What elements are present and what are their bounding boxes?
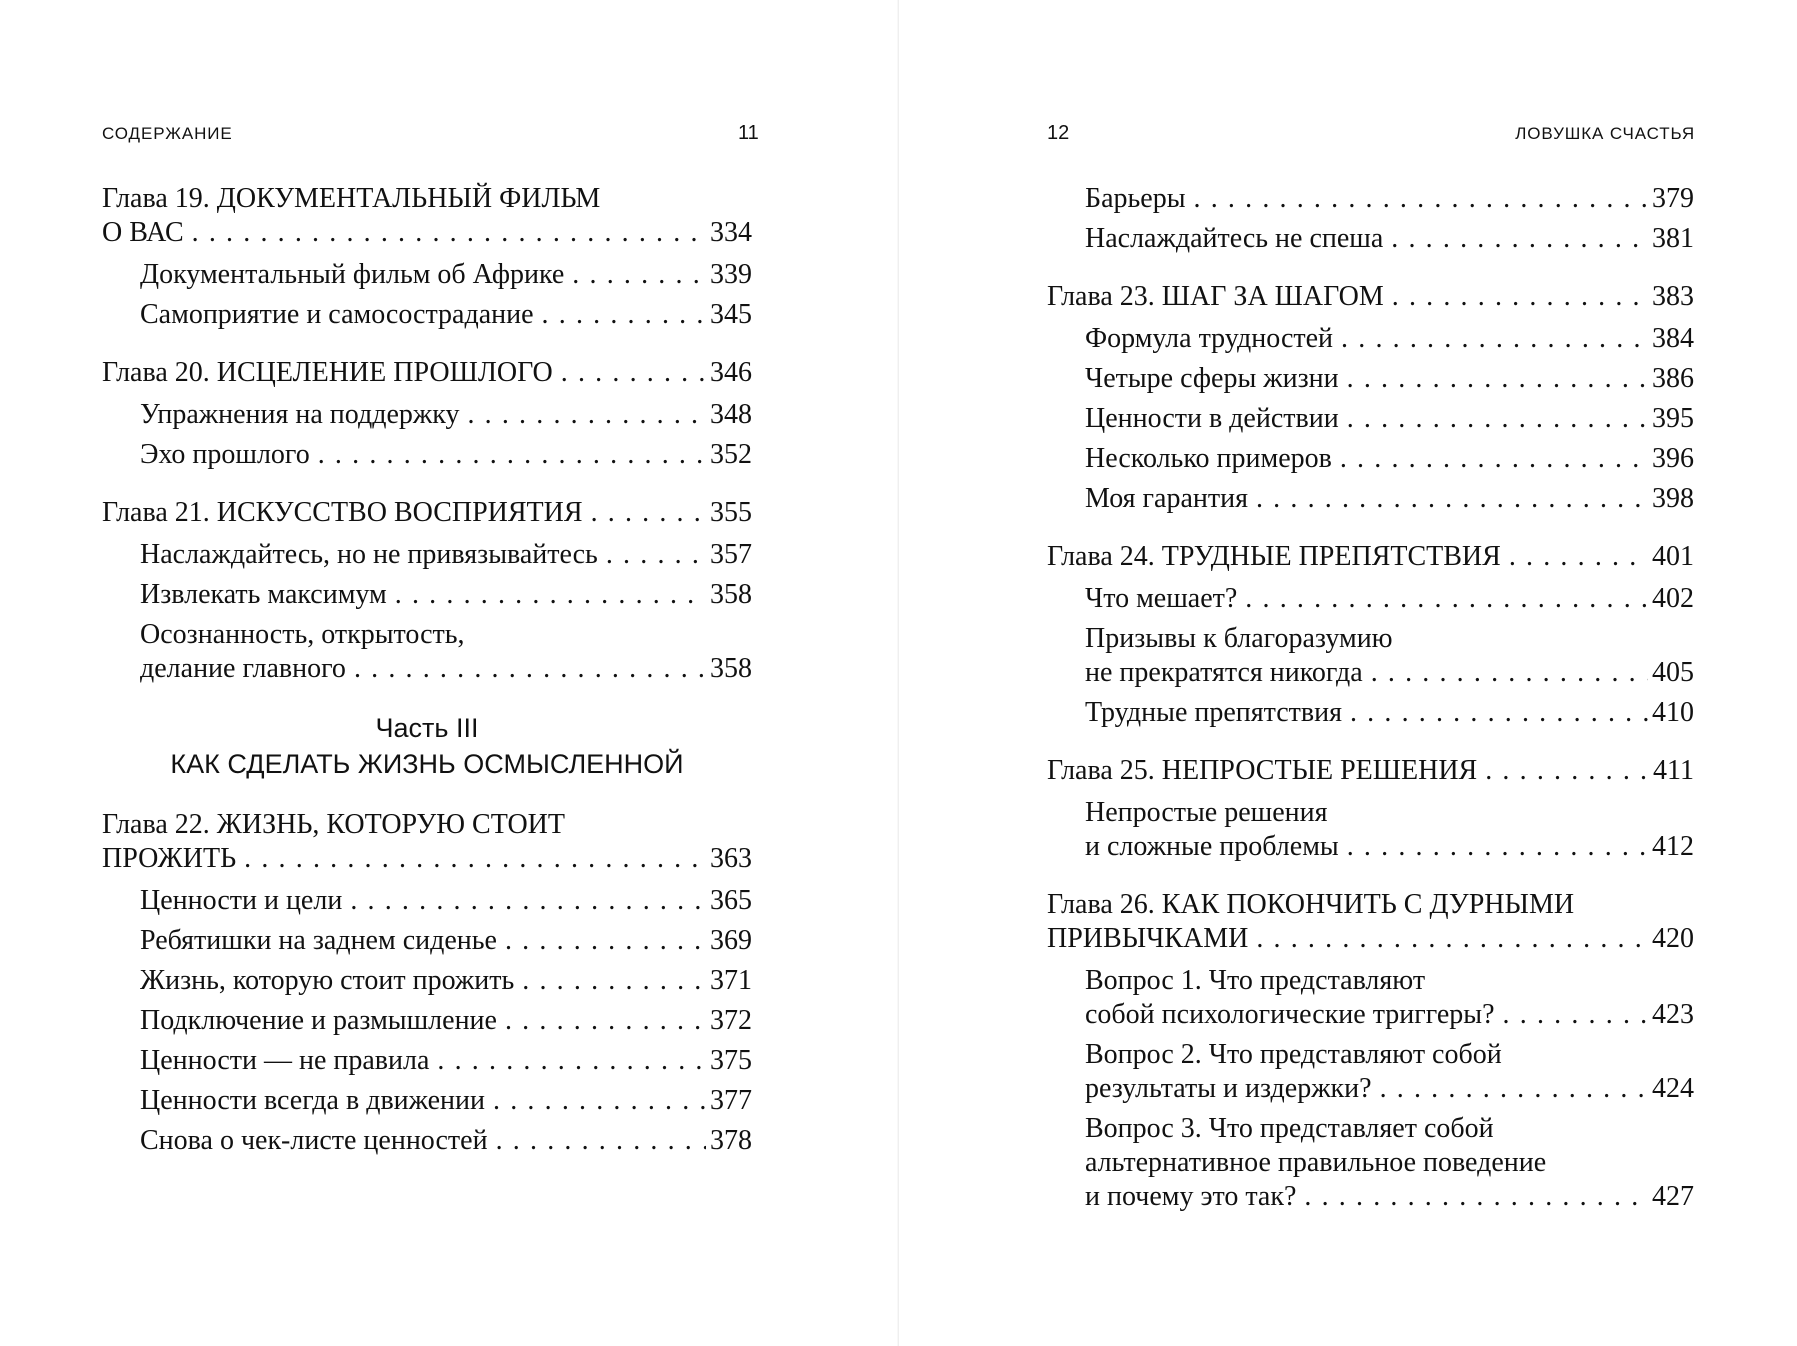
entry-page-number: 369	[710, 925, 752, 956]
toc-section-entry[interactable]	[102, 298, 752, 332]
toc-chapter-entry[interactable]	[102, 496, 752, 530]
entry-title: Несколько примеров	[1085, 443, 1332, 474]
toc-section-entry[interactable]	[102, 1084, 752, 1118]
entry-page-number: 348	[710, 399, 752, 430]
dot-leader	[1332, 442, 1648, 476]
dot-leader	[534, 298, 706, 332]
entry-title: не прекратятся никогда	[1085, 657, 1363, 688]
entry-title-line: Глава 19. ДОКУМЕНТАЛЬНЫЙ ФИЛЬМ	[102, 183, 601, 214]
toc-section-entry[interactable]	[1047, 796, 1694, 864]
entry-page-number: 378	[710, 1125, 752, 1156]
toc-chapter-entry[interactable]	[1047, 540, 1694, 574]
entry-title: Формула трудностей	[1085, 323, 1334, 354]
dot-leader	[553, 356, 706, 390]
toc-section-entry[interactable]	[1047, 622, 1694, 690]
entry-page-number: 423	[1652, 999, 1694, 1030]
toc-section-entry[interactable]	[102, 538, 752, 572]
entry-title: делание главного	[140, 653, 346, 684]
entry-title-line: Непростые решения	[1085, 797, 1328, 828]
entry-page-number: 384	[1652, 323, 1694, 354]
entry-title: Глава 24. ТРУДНЫЕ ПРЕПЯТСТВИЯ	[1047, 541, 1501, 572]
toc-section-entry[interactable]	[1047, 222, 1694, 256]
entry-title: Снова о чек-листе ценностей	[140, 1125, 488, 1156]
entry-title: Глава 25. НЕПРОСТЫЕ РЕШЕНИЯ	[1047, 755, 1478, 786]
toc-section-entry[interactable]	[1047, 322, 1694, 356]
entry-page-number: 386	[1652, 363, 1694, 394]
entry-page-number: 396	[1652, 443, 1694, 474]
toc-section-entry[interactable]	[102, 438, 752, 472]
toc-section-entry[interactable]	[102, 1044, 752, 1078]
dot-leader	[429, 1044, 706, 1078]
entry-title: Глава 21. ИСКУССТВО ВОСПРИЯТИЯ	[102, 497, 583, 528]
toc-section-entry[interactable]	[1047, 1112, 1694, 1214]
dot-leader	[1186, 182, 1648, 216]
toc-section-entry[interactable]	[102, 924, 752, 958]
entry-title: Наслаждайтесь не спеша	[1085, 223, 1384, 254]
entry-title: Эхо прошлого	[140, 439, 310, 470]
entry-page-number: 365	[710, 885, 752, 916]
entry-title: Что мешает?	[1085, 583, 1238, 614]
entry-title-line: альтернативное правильное поведение	[1085, 1147, 1547, 1178]
entry-page-number: 379	[1652, 183, 1694, 214]
entry-page-number: 401	[1652, 541, 1694, 572]
entry-title-line: Вопрос 3. Что представляет собой	[1085, 1113, 1494, 1144]
part-name: КАК СДЕЛАТЬ ЖИЗНЬ ОСМЫСЛЕННОЙ	[170, 749, 684, 779]
dot-leader	[1248, 922, 1648, 956]
entry-page-number: 424	[1652, 1073, 1694, 1104]
entry-page-number: 420	[1652, 923, 1694, 954]
toc-section-entry[interactable]	[1047, 582, 1694, 616]
dot-leader	[497, 1004, 706, 1038]
chapter-group	[102, 496, 752, 686]
dot-leader	[1339, 362, 1648, 396]
entry-page-number: 395	[1652, 403, 1694, 434]
entry-title-line: Вопрос 2. Что представляют собой	[1085, 1039, 1502, 1070]
dot-leader	[346, 652, 706, 686]
entry-title: Глава 20. ИСЦЕЛЕНИЕ ПРОШЛОГО	[102, 357, 553, 388]
toc-section-entry[interactable]	[1047, 696, 1694, 730]
entry-title: Ценности — не правила	[140, 1045, 430, 1076]
entry-title: Барьеры	[1085, 183, 1186, 214]
entry-page-number: 358	[710, 653, 752, 684]
dot-leader	[1363, 656, 1648, 690]
dot-leader	[1495, 998, 1648, 1032]
entry-title: Наслаждайтесь, но не привязывайтесь	[140, 539, 598, 570]
dot-leader	[514, 964, 706, 998]
chapter-group	[1047, 754, 1694, 864]
toc-section-entry[interactable]	[102, 964, 752, 998]
entry-page-number: 402	[1652, 583, 1694, 614]
entry-page-number: 381	[1652, 223, 1694, 254]
dot-leader	[1384, 280, 1648, 314]
entry-title: О ВАС	[102, 217, 184, 248]
entry-title: собой психологические триггеры?	[1085, 999, 1495, 1030]
entry-title: Ценности всегда в движении	[140, 1085, 486, 1116]
dot-leader	[1237, 582, 1648, 616]
toc-section-entry[interactable]	[102, 398, 752, 432]
toc-section-entry[interactable]	[102, 1124, 752, 1158]
toc-section-entry[interactable]	[102, 884, 752, 918]
chapter-group	[102, 182, 752, 332]
toc-chapter-entry[interactable]	[102, 356, 752, 390]
chapter-group	[1047, 280, 1694, 516]
toc-chapter-entry[interactable]	[1047, 888, 1694, 956]
entry-title-line: Вопрос 1. Что представляют	[1085, 965, 1426, 996]
dot-leader	[488, 1124, 706, 1158]
entry-title: результаты и издержки?	[1085, 1073, 1372, 1104]
toc-section-entry[interactable]	[1047, 362, 1694, 396]
entry-page-number: 410	[1652, 697, 1694, 728]
entry-page-number: 345	[710, 299, 752, 330]
entry-title-line: Призывы к благоразумию	[1085, 623, 1393, 654]
dot-leader	[342, 884, 706, 918]
entry-title: Жизнь, которую стоит прожить	[140, 965, 515, 996]
entry-page-number: 363	[710, 843, 752, 874]
toc-section-entry[interactable]	[1047, 964, 1694, 1032]
entry-page-number: 383	[1652, 281, 1694, 312]
dot-leader	[1342, 696, 1648, 730]
dot-leader	[1372, 1072, 1648, 1106]
entry-title: Извлекать максимум	[140, 579, 387, 610]
dot-leader	[1501, 540, 1648, 574]
entry-title: и сложные проблемы	[1085, 831, 1339, 862]
running-head: ЛОВУШКА СЧАСТЬЯ	[1515, 124, 1695, 143]
entry-title: Упражнения на поддержку	[140, 399, 460, 430]
chapter-group	[102, 808, 752, 1158]
entry-title-line: Глава 22. ЖИЗНЬ, КОТОРУЮ СТОИТ	[102, 809, 565, 840]
entry-page-number: 371	[710, 965, 752, 996]
dot-leader	[1383, 222, 1648, 256]
toc-section-entry[interactable]	[102, 618, 752, 686]
chapter-group	[1047, 540, 1694, 730]
entry-title: Самоприятие и самосострадание	[140, 299, 534, 330]
page-number: 11	[738, 122, 759, 144]
dot-leader	[583, 496, 706, 530]
entry-page-number: 411	[1653, 755, 1694, 786]
entry-page-number: 358	[710, 579, 752, 610]
part-heading	[102, 710, 752, 782]
dot-leader	[485, 1084, 706, 1118]
toc-list	[1047, 182, 1694, 1238]
entry-title: и почему это так?	[1085, 1181, 1297, 1212]
dot-leader	[236, 842, 706, 876]
chapter-group	[102, 356, 752, 472]
entry-page-number: 427	[1652, 1181, 1694, 1212]
dot-leader	[459, 398, 706, 432]
dot-leader	[1339, 830, 1648, 864]
dot-leader	[598, 538, 706, 572]
entry-page-number: 339	[710, 259, 752, 290]
entry-title: Глава 23. ШАГ ЗА ШАГОМ	[1047, 281, 1384, 312]
dot-leader	[1339, 402, 1648, 436]
page-number: 12	[1047, 122, 1070, 144]
entry-title: Ценности в действии	[1085, 403, 1339, 434]
entry-page-number: 352	[710, 439, 752, 470]
entry-page-number: 357	[710, 539, 752, 570]
entry-page-number: 355	[710, 497, 752, 528]
entry-page-number: 346	[710, 357, 752, 388]
dot-leader	[310, 438, 706, 472]
entry-title: Трудные препятствия	[1085, 697, 1342, 728]
chapter-group	[1047, 182, 1694, 256]
toc-chapter-entry[interactable]	[102, 808, 752, 876]
entry-title: Ребятишки на заднем сиденье	[140, 925, 497, 956]
dot-leader	[1296, 1180, 1648, 1214]
dot-leader	[184, 216, 706, 250]
dot-leader	[497, 924, 706, 958]
dot-leader	[1477, 754, 1648, 788]
toc-chapter-entry[interactable]	[1047, 280, 1694, 314]
left-page	[0, 0, 898, 1346]
part-label: Часть III	[375, 713, 479, 743]
running-head: СОДЕРЖАНИЕ	[102, 124, 233, 143]
toc-section-entry[interactable]	[102, 578, 752, 612]
toc-section-entry[interactable]	[102, 258, 752, 292]
entry-title: Ценности и цели	[140, 885, 343, 916]
entry-title: ПРИВЫЧКАМИ	[1047, 923, 1249, 954]
entry-page-number: 377	[710, 1085, 752, 1116]
toc-section-entry[interactable]	[1047, 182, 1694, 216]
toc-section-entry[interactable]	[1047, 482, 1694, 516]
entry-page-number: 398	[1652, 483, 1694, 514]
entry-page-number: 412	[1652, 831, 1694, 862]
dot-leader	[387, 578, 706, 612]
right-page	[899, 0, 1797, 1346]
entry-title: Подключение и размышление	[140, 1005, 497, 1036]
entry-title-line: Глава 26. КАК ПОКОНЧИТЬ С ДУРНЫМИ	[1047, 889, 1575, 920]
toc-chapter-entry[interactable]	[102, 182, 752, 250]
toc-section-entry[interactable]	[1047, 402, 1694, 436]
toc-section-entry[interactable]	[1047, 1038, 1694, 1106]
entry-title: ПРОЖИТЬ	[102, 843, 237, 874]
dot-leader	[1333, 322, 1648, 356]
entry-page-number: 372	[710, 1005, 752, 1036]
chapter-group	[1047, 888, 1694, 1214]
entry-title: Моя гарантия	[1085, 483, 1248, 514]
entry-page-number: 405	[1652, 657, 1694, 688]
entry-title-line: Осознанность, открытость,	[140, 619, 465, 650]
toc-list	[102, 182, 752, 1182]
dot-leader	[564, 258, 706, 292]
entry-title: Четыре сферы жизни	[1085, 363, 1339, 394]
entry-page-number: 375	[710, 1045, 752, 1076]
toc-chapter-entry[interactable]	[1047, 754, 1694, 788]
entry-title: Документальный фильм об Африке	[140, 259, 565, 290]
toc-section-entry[interactable]	[1047, 442, 1694, 476]
toc-section-entry[interactable]	[102, 1004, 752, 1038]
dot-leader	[1248, 482, 1648, 516]
entry-page-number: 334	[710, 217, 752, 248]
